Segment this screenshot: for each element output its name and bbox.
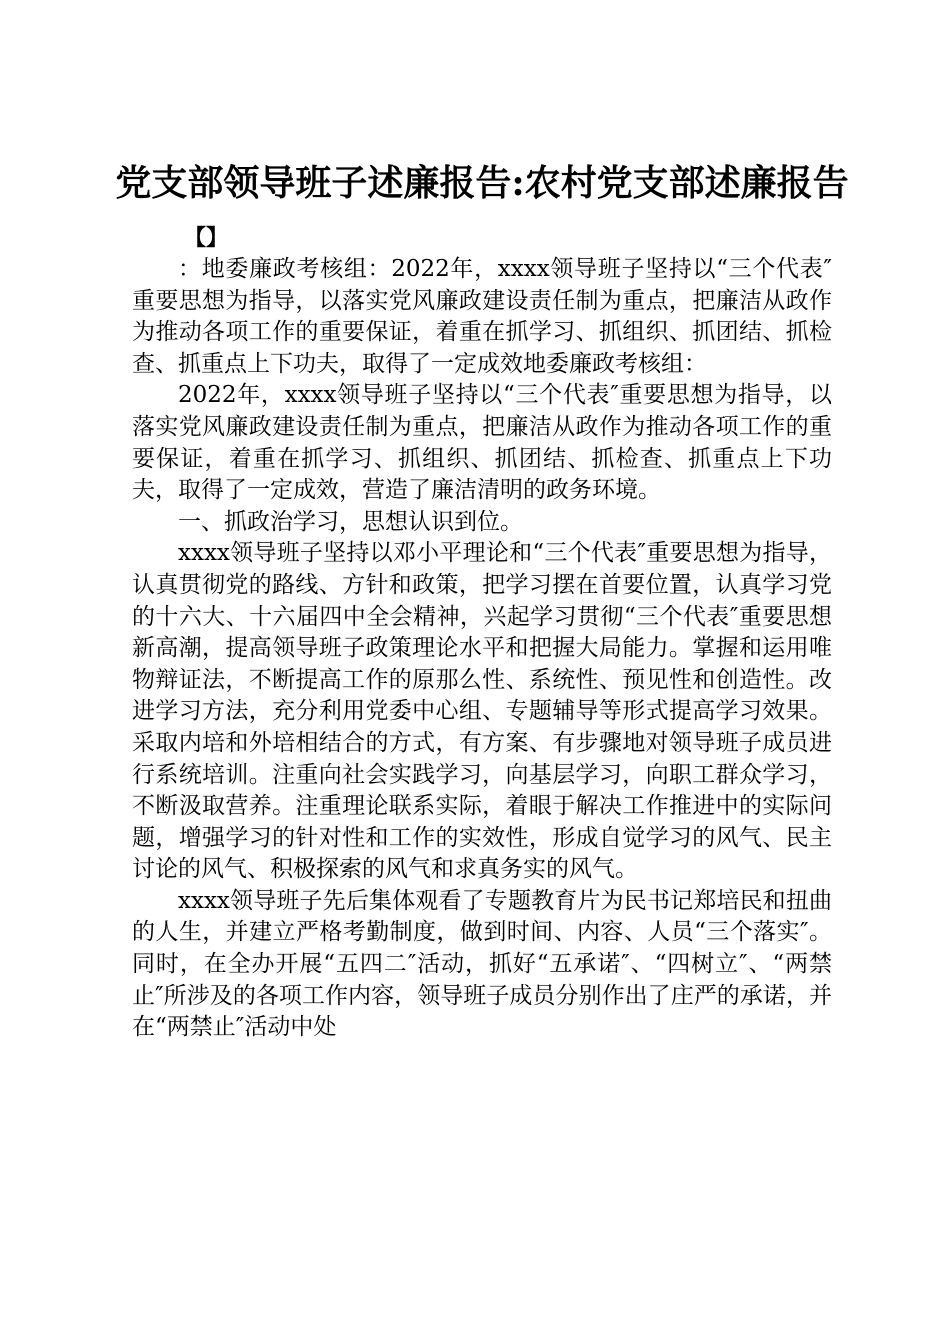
document-bracket: 【】: [184, 225, 229, 251]
paragraph-study-details: xxxx领导班子坚持以邓小平理论和“三个代表″重要思想为指导，认真贯彻党的路线、方针和政策，把学习摆在首要位置，认真学习党的十六大、十六届四中全会精神，兴起学习贯彻“三个代表″重要思想新高潮，提高领导班子政策理论水平和把握大局能力。掌握和运用唯物辩证法，不断提高工作的原那么性、系统性、预见性和创造性。改进学习方法，充分利用党委中心组、专题辅导等形式提高学习效果。采取内培和外培相结合的方式，有方案、有步骤地对领导班子成员进行系统培训。注重向社会实践学习，向基层学习，向职工群众学习，不断汲取营养。注重理论联系实际，着眼于解决工作推进中的实际问题，增强学习的针对性和工作的实效性，形成自觉学习的风气、民主讨论的风气、积极探索的风气和求真务实的风气。: [132, 540, 832, 883]
section-heading-political-study: 一、抓政治学习，思想认识到位。: [178, 508, 523, 535]
paragraph-greeting: ：地委廉政考核组：2022年，xxxx领导班子坚持以“三个代表″重要思想为指导，以落实党风廉政建设责任制为重点，把廉洁从政作为推动各项工作的重要保证，着重在抓学习、抓组织、抓团结、抓检查、抓重点上下功夫，取得了一定成效地委廉政考核组：: [132, 256, 832, 377]
document-page: [115, 150, 849, 1044]
paragraph-summary: 2022年，xxxx领导班子坚持以“三个代表″重要思想为指导，以落实党风廉政建设责任制为重点，把廉洁从政作为推动各项工作的重要保证，着重在抓学习、抓组织、抓团结、抓检查、抓重点上下功夫，取得了一定成效，营造了廉洁清明的政务环境。: [132, 382, 832, 504]
paragraph-education-activities: xxxx领导班子先后集体观看了专题教育片为民书记郑培民和扭曲的人生，并建立严格考勤制度，做到时间、内容、人员“三个落实″。同时，在全办开展“五四二″活动，抓好“五承诺″、“四树立″、“两禁止″所涉及的各项工作内容，领导班子成员分别作出了庄严的承诺，并在“两禁止″活动中处: [132, 887, 832, 1041]
document-title: 党支部领导班子述廉报告:农村党支部述廉报告: [115, 162, 849, 204]
